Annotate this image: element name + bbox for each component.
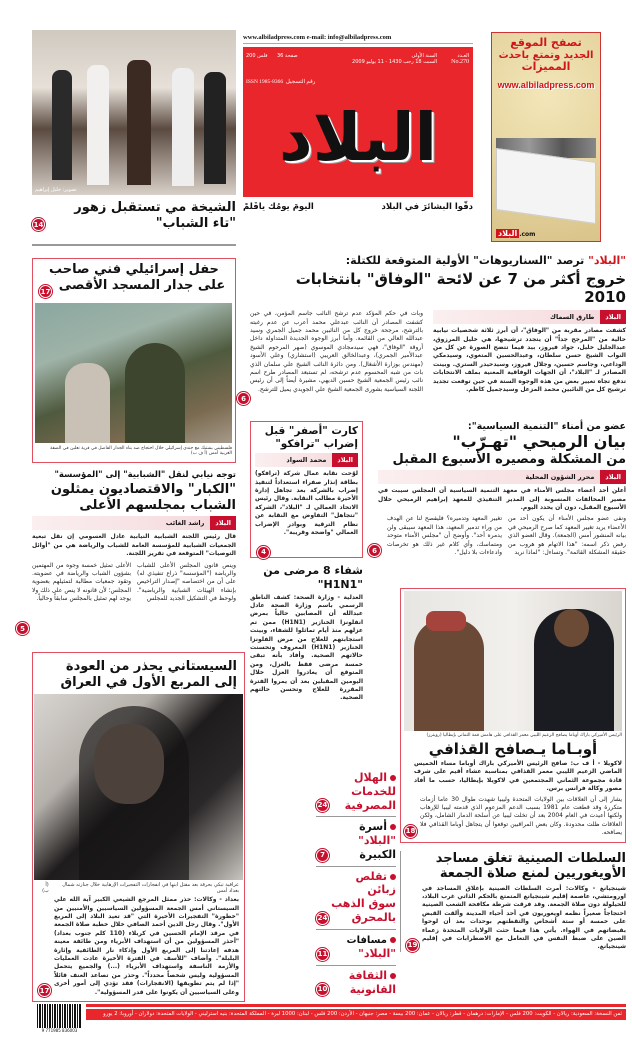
price: 200	[246, 53, 256, 59]
rumaihi-lead: أعلن أحد أعضاء مجلس الأمناء في معهد التنمية السياسية أن المجلس سيبت في مصير المخالفات المنسوبة إلى المدير التنفيذي للمعهد إبراهيم الرميحي خلال الأسبوع المقبل، دون أن يحدد اليوم.	[378, 487, 626, 511]
ad-line-3: المميزات	[521, 60, 571, 74]
slogan-left: اليومَ يومُك ياقَلمْ	[243, 202, 314, 212]
sistani-box	[32, 652, 245, 1002]
rumaihi-byline	[378, 470, 626, 484]
youth-col-left: الأعلى تمثيل خمسة وجوه من المهتمين بشؤون الشباب والرياضة في عضويته. وتقود جمعيات مطالبة لتمثيلهم بعضوية المجلس؛ لأن قانونه لا ينص على ذلك ولا يوجد لهم تمثيل بالمجلس سابقاً وحالياً.	[32, 561, 131, 603]
page-badge: 24	[316, 912, 329, 925]
china-body: شينجيانغ - وكالات: أمرت السلطات الصينية بإغلاق المساجد في اورومتشي، عاصمة إقليم شينجيانغ المتمتع بالحكم الذاتي غرب البلاد، للحيلولة دون صلاة الجمعة. وقد فرقت شرطة مكافحة الشغب الصينية احتجاجاً صغيراً نظمه اويغوريون في أحد أحياء المدينة وألقت القبض على خمسة أو ستة أشخاص والتقطتهم بوحدات بعد أن لوحوا بقبضاتهم في الهواء. يأتي هذا فيما حثت الولايات المتحدة زعماء الصين على ضبط النفس في التعامل مع الاضطرابات في إقليم شينجيانغ.	[422, 884, 626, 951]
ad-line-1: تصفح الموقع	[510, 36, 582, 49]
ad-logo: البلاد	[498, 229, 518, 238]
website-ad[interactable]	[491, 32, 601, 242]
teaser-line: الثقافة	[348, 968, 387, 982]
main-story	[250, 254, 626, 394]
youth-council-article	[32, 470, 236, 604]
website-line[interactable]: www.albiladpress.com e-mail: info@albiladpress.com	[243, 34, 473, 44]
website-screenshots	[496, 148, 596, 224]
obama-body: يشار إلى أن العلاقات بين الولايات المتحدة وليبيا شهدت طوال 30 عاما أزمات متكررة وقد قطعت عام 1981 بسبب الدعم المزعوم الذي قدمته ليبيا للإرهاب ولكنها أعيدت في العام 2004 بعد أن تخلت ليبيا عن أسلحة الدمار الشامل، ولكن العلاقات ظلت محدودة. وكان بعض المراقبين توقعوا أن يتجاهل أوباما القذافي فلا يصافحه.	[420, 795, 622, 837]
teaser-line: الكبيرة	[359, 847, 396, 861]
teaser-line: مسافات	[346, 934, 387, 946]
page-badge: 24	[316, 799, 329, 812]
byline-tag: البلاد	[600, 470, 626, 484]
main-byline	[433, 310, 626, 324]
karat-headline[interactable]: كارت "أصفر" قبل إضراب "ترافكو"	[264, 425, 358, 450]
teasers	[316, 768, 396, 1000]
byline-author: محمد السواد	[286, 456, 327, 465]
teaser-line: أسرة	[359, 820, 387, 834]
rumaihi-article	[368, 421, 626, 557]
slogan-right: دقّوا البشائرَ في البلاد	[381, 202, 473, 212]
byline-author: طارق السماك	[549, 313, 595, 322]
karat-body: لوّحت نقابة عمال شركة (ترافكو) بطاقة إنذار صفراء استعداداً لتنفيذ إضراب بالشركة بعد تجاهل إدارة الأخيرة مطالب النقابة. وقال رئيس الاتحاد العمالي لـ "البلاد"، الشركة "تتجاهل" التفاوض مع النقابة عن نظام الترقية وبوادر الإضراب العمالي "واضحة وقريبة".	[255, 470, 358, 536]
main-col-right: كشفت مصادر مقربة من "الوفاق"، أن أبرز ثلاثة شخصيات نيابية حالية من "المرجح جداً" أن يتجدد ترشيحها، هي خليل المرزوق، عبدالجليل خليل، جواد فيروز، بيد فيما تتضح الصورة عن كل من النواب الشيخ حسن سلطان، وعبدالحسين المتغوي، وسيدمكي الوداعي، وجاسم حسين، وجلال فيروز، وسيدحيدر الستري. وبينت المصادر لـ "البلاد"، أن الجهات الوفاقية المعنية بملف الانتخابات تدفع تجاه تغيير بعض من هذه الوجوه الستة في حين توقعت تجديد ترشيح كل من النائبين محمد المزعل وسيدجميل كاظم.	[433, 327, 626, 393]
top-left-headline[interactable]: الشيخة مي تستقبل زهور "تاء الشباب"	[74, 200, 236, 231]
pages-count: 36	[277, 53, 284, 59]
page-badge: 5	[16, 622, 29, 635]
page-badge: 17	[38, 984, 51, 997]
kicker-brand: "البلاد"	[588, 254, 626, 267]
ad-logo-sub: .com	[519, 231, 536, 238]
israeli-party-box	[32, 258, 236, 463]
rumaihi-headline-1[interactable]: بيان الرميحي "تهـرّب"	[452, 432, 626, 452]
rumaihi-col-right: ونفى عضو مجلس الأمناء أن يكون أحد من الأعضاء يريد تغيير المعهد كما صرح الرميحي في بيانه المنشور أمس (الجمعة). وقال العضو الذي رفض ذكر اسمه: "هذا الاتهام هو هروب من حقيقة المشكلة القائمة". وتساءل: "لماذا نريد	[508, 515, 626, 556]
bullet-icon	[390, 973, 396, 979]
issue-date: السبت 18 رجب 1430 - 11 يوليو 2009	[352, 59, 437, 65]
youth-headline[interactable]: "الكبار" والاقتصاديون يمثلون الشباب بمجلسهم الأعلى	[50, 482, 236, 513]
main-kicker: ترصد "السناريوهات" الأولية المتوقعة للكتلة:	[345, 254, 585, 267]
page-badge: 18	[404, 825, 417, 838]
main-col-left: وبات في حكم المؤكد عدم ترشح النائب جاسم المؤمن، في حين كشفت المصادر أن النائب عبدعلي محمد أعرب عن عدم رغبته بالترشح، مرجحة خروج كل من النائبين محمد جميل الجمري وسيد عبدالله العالي من القائمة. وأما أبرز الوجوه الجديدة المتداولة داخل أروقة "الوفاق"، فهي سيدمجادي الموسوي (صهر المرحوم الشيخ عبدالأمير الجمري)، وعبدالخالق العريبي (استشاري) وعلي الأسود (مهندس بوزارة الأشغال). ومن دائرة النائب الشيخ علي سلمان الذي بات من شبه المحسوم عدم ترشحه، لم تستبعد المصادر طرح اسم نائب رئيس الجمعية الشيخ حسين الديهي، مشيرة أيضاً إلى أن رئيس اللجنة السياسية بشورى الجمعية الشيخ علي الجويدي يميل للترشح.	[250, 310, 423, 393]
h1n1-headline[interactable]: شفاء 8 مرضى من "H1N1"	[263, 564, 363, 591]
teaser-line: تقلص زبائن	[355, 869, 396, 897]
china-headline-1[interactable]: السلطات الصينية تغلق مساجد	[435, 850, 626, 866]
karat-box	[250, 421, 363, 558]
issue-number: No.270	[451, 59, 469, 65]
divider	[32, 244, 236, 246]
byline-tag: البلاد	[210, 516, 236, 530]
china-headline-2[interactable]: الأويغوريين لمنع صلاة الجمعة	[439, 866, 626, 882]
karat-byline	[255, 453, 358, 467]
barcode	[37, 1004, 82, 1033]
h1n1-body: العدلية - وزارة الصحة: كشف الناطق الرسمي باسم وزارة الصحة عادل عبدالله أن المصابين حالياً بمرض انفلونزا الخنازير (H1N1) ممن تم عزلهم منذ أيام تماثلوا للشفاء، وبينت استجابتهم للعلاج من مرض الفلونزا الخنازير (H1N1) المعروف وتحسنت حالاتهم الصحية. وأفاد بأنه تبقى خمسة مرضى فقط بالعزل، ومن المتوقع أن يغادروا العزل خلال اليومين المقبلين بعد أن يمروا الفترة المقررة للعلاج وتحسن حالتهم الصحية.	[250, 593, 363, 702]
teaser-line: سوق الذهب بالمحرق	[331, 897, 396, 924]
footer-rule	[86, 1004, 626, 1007]
bullet-icon	[390, 937, 396, 943]
china-article	[400, 851, 626, 952]
rumaihi-col-left: تغيير المعهد وتدميره؟ فليفصح لنا عن الهدف من وراء تدمير المعهد، هذا المعهد سيبقى ولن يدمره أحد". وأوضح أن "مجلس الأمناء متوحد ومتماسك، وأي كلام غير ذلك هو تخرصات وادعاءات بلا دليل".	[387, 515, 502, 556]
middle-column	[250, 421, 363, 703]
logo: البلاد	[278, 99, 438, 176]
page-badge: 7	[316, 849, 329, 862]
youth-col-right: وينص قانون المجلس الأعلى للشباب والرياضة ("المؤسسة" ذراع تنفيذي له) على أن من اختصاصه "إصدار التراخيص بإنشاء الهيئات الشبابية والرياضية". ولوحظ في التشكيل الجديد للمجلس	[137, 561, 236, 603]
obama-headline[interactable]: أوبـاما يـصافح القذافي	[428, 740, 598, 758]
bullet-icon	[390, 775, 396, 781]
byline-tag: البلاد	[332, 453, 358, 467]
teaser-family[interactable]	[316, 817, 396, 866]
teaser-line: الهلال	[353, 771, 387, 784]
barcode-digits: 9 771985 836003	[37, 1028, 82, 1033]
page-badge: 6	[368, 544, 381, 557]
right-bottom-column	[400, 588, 626, 952]
israeli-soldier-photo	[35, 303, 232, 443]
youth-kicker: توجه نيابي لنقل "الشبابية" إلى "المؤسسة"	[54, 470, 236, 480]
teaser-brand: "البلاد"	[358, 834, 396, 847]
ad-line-2: الجديد وتمتع باحدث	[498, 49, 594, 61]
pages-label: صفحة	[284, 53, 298, 59]
sistani-headline[interactable]: السيستاني يحذر من العودة إلى المربع الأول في العراق	[60, 659, 237, 690]
bullet-icon	[390, 874, 396, 880]
israeli-headline-2[interactable]: على جدار المسجد الأقصى	[58, 277, 226, 293]
teaser-line: للخدمات المصرفية	[344, 784, 396, 812]
teaser-distances[interactable]	[316, 930, 396, 966]
obama-lead: لاكويلا - أ ف ب: صافح الرئيس الأميركي باراك أوباما مساء الخميس الماضي الزعيم الليبي معمر القذافي بمناسبة عشاء أقيم على شرف قادة مجموعة الثماني المجتمعين في لاكويلا بإيطاليا، حسب ما أفاد مصور وكالة فرانس برس.	[414, 760, 622, 793]
issue-label: العـدد	[457, 53, 469, 59]
issn: ISSN 1985-8366	[246, 79, 284, 85]
ad-url: www.albiladpress.com	[497, 79, 595, 90]
teaser-line: القانونية	[349, 982, 396, 996]
page-badge: 19	[406, 939, 419, 952]
caption-credit: (أ ب)	[42, 882, 49, 895]
youth-lead: قال رئيس اللجنة الشبابية النيابية عادل العسومي إن نقل تبعية الجمعيات الشبابية للمؤسسة العامة للشباب والرياضة هي من "أوائل التوصيات" المتوقعة في تقرير اللجنة.	[32, 533, 236, 558]
bullet-icon	[390, 824, 396, 830]
obama-box	[400, 588, 626, 843]
price-label: فلس	[257, 53, 268, 59]
page-badge: 4	[257, 546, 270, 559]
page-badge: 11	[316, 948, 329, 961]
mourning-woman-photo	[34, 694, 243, 880]
sistani-body: بغداد - وكالات: حذر ممثل المرجع الشيعي الكبير آية الله علي السيستاني أمس الجمعة المسؤولين السياسيين والأمنيين من "خطورة" التفجيرات الأخيرة التي "قد تعيد البلاد إلى المربع الأول". وقال رجل الدين أحمد الصافي خلال خطبة صلاة الجمعة في مرقد الإمام الحسين في كربلاء (110 كلم جنوب بغداد) "أحذر المسؤولين من أن استهداف الأبرياء ومن طائفة معينة هدفه إعادتنا إلى المربع الأول وإذكاء نار الطائفية وإثارة البلبلة". وأضاف "للأسف في الفترة الأخيرة عادت العمليات والأزمة الناسفة واستهداف الأبرياء (...) والجميع يتحمل المسؤولية وليس شخصاً محدداً". وحذر من تصاعد العنف قائلاً "إذا لم يتم تطويقها (الانفجارات) فقد تؤدي إلى أمور أخرى وعلى السياسيين أن يكونوا على قدر المسؤولية".	[54, 896, 239, 996]
byline-author: محرر الشؤون المحلية	[525, 473, 595, 482]
page-badge: 10	[316, 983, 329, 996]
teaser-brand: "البلاد"	[358, 947, 396, 960]
masthead	[243, 30, 473, 245]
rumaihi-kicker: عضو من أمناء "التنمية السياسية":	[467, 421, 626, 432]
israeli-headline-1[interactable]: حفل إسرائيلي فني صاحب	[49, 262, 219, 277]
byline-tag: البلاد	[600, 310, 626, 324]
obama-caption: الرئيس الأميركي باراك أوباما يصافح الزعيم الليبي معمر القذافي على هامش قمة الثماني بإيطاليا (رويترز)	[426, 733, 622, 738]
main-headline[interactable]: خروج أكثر من 7 عن لائحة "الوفاق" بانتخابات 2010	[295, 270, 626, 307]
top-left-photo	[32, 30, 236, 195]
teaser-gold[interactable]	[316, 867, 396, 930]
year-label: السنة الأولى	[411, 53, 437, 59]
teaser-hilal[interactable]	[316, 768, 396, 817]
teaser-legal-culture[interactable]	[316, 966, 396, 1001]
obama-gaddafi-photo	[404, 591, 622, 731]
photo-credit: تصوير: خليل إبراهيم	[35, 187, 77, 193]
youth-byline	[32, 516, 236, 530]
byline-author: راشد الغائب	[165, 519, 205, 528]
price-strip: ثمن النسخة: السعودية: ريالان - الكويت: 200 فلس - الإمارات: درهمان - قطر: ريالان - عمان: 200 بيسة - مصر: جنيهان - الأردن: 200 فلس - لبنان: 1000 ليرة - المملكة المتحدة: بنيه استرليني - الولايات المتحدة: دولاران - أوروبا: 2 يورو	[86, 1009, 626, 1020]
issn-label: رقم التسجيل	[285, 79, 316, 85]
page-badge: 17	[39, 285, 52, 298]
rumaihi-headline-2[interactable]: من المشكلة ومصيره الأسبوع المقبل	[392, 451, 626, 467]
page-badge: 6	[237, 392, 250, 405]
israeli-caption: فلسطيني يشتبك مع جندي إسرائيلي خلال احتجاج ضد بناء الجدار الفاصل في قرية نعلين في الضفة الغربية أمس (أ ف ب)	[50, 446, 232, 456]
page-badge: 14	[32, 218, 45, 231]
sistani-caption: عراقية تبكي بحرقة بعد مقتل ابنها في انفجارات التفجيرات الإرهابية خلال جنازته شمال بغداد أمس	[62, 882, 239, 895]
